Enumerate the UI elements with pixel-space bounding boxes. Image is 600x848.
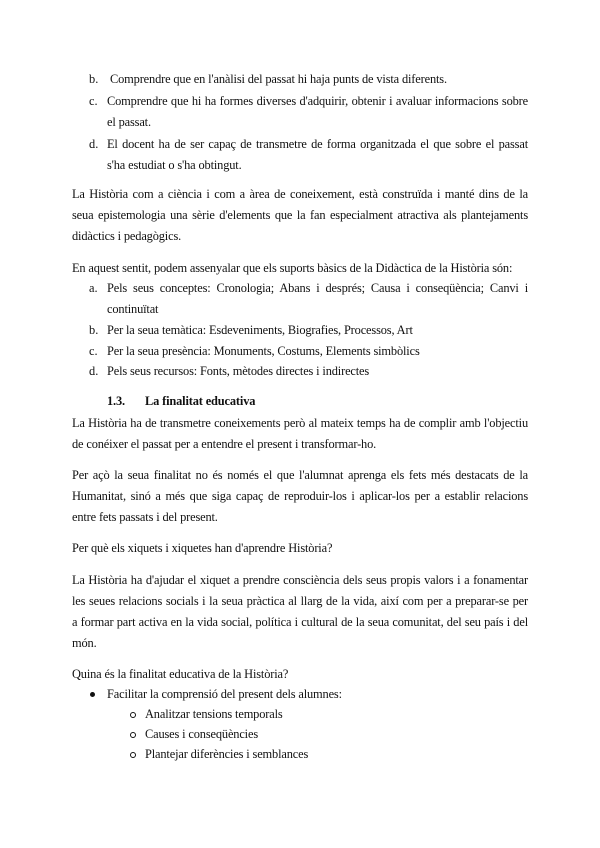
sub-bullet-text-3: Plantejar diferències i semblances bbox=[145, 747, 309, 761]
paragraph-3-line-1: La Història ha de transmetre coneixements però al mateix temps ha de complir amb l'objectiu bbox=[72, 416, 528, 430]
paragraph-6-line-2: les seues relacions socials i la seua pràctica al llarg de la vida, així com per a preparar-se per bbox=[72, 594, 528, 608]
paragraph-4-line-2: Humanitat, sinó a més que siga capaç de reproduir-los i aplicar-los per a establir relacions bbox=[72, 489, 528, 503]
section-number: 1.3. bbox=[107, 394, 125, 408]
support-marker-c: c. bbox=[89, 344, 98, 358]
paragraph-1-line-2: seua epistemologia una sèrie d'elements que la fan especialment atractiva als plantejaments bbox=[72, 208, 528, 222]
support-marker-a: a. bbox=[89, 281, 98, 295]
sub-bullet-circle-icon bbox=[130, 712, 136, 718]
list-marker-d: d. bbox=[89, 137, 99, 151]
support-marker-b: b. bbox=[89, 323, 99, 337]
sub-bullet-circle-icon bbox=[130, 752, 136, 758]
sub-bullet-text-2: Causes i conseqüències bbox=[145, 727, 259, 741]
support-item-c: Per la seua presència: Monuments, Costums, Elements simbòlics bbox=[107, 344, 420, 358]
support-item-b: Per la seua temàtica: Esdeveniments, Biografies, Processos, Art bbox=[107, 323, 413, 337]
paragraph-6-line-1: La Història ha d'ajudar el xiquet a prendre consciència dels seus propis valors i a fonamentar bbox=[72, 573, 528, 587]
sub-bullet-circle-icon bbox=[130, 732, 136, 738]
bullet-main-text: Facilitar la comprensió del present dels alumnes: bbox=[107, 687, 342, 701]
paragraph-7: Quina és la finalitat educativa de la Història? bbox=[72, 667, 289, 681]
list-item-b-line-1: Comprendre que en l'anàlisi del passat hi haja punts de vista diferents. bbox=[110, 72, 447, 86]
list-item-c-line-2: el passat. bbox=[107, 115, 151, 129]
section-title: La finalitat educativa bbox=[145, 394, 256, 408]
paragraph-2: En aquest sentit, podem assenyalar que els suports bàsics de la Didàctica de la Història són: bbox=[72, 261, 513, 275]
list-item-d-line-1: El docent ha de ser capaç de transmetre de forma organitzada el que sobre el passat bbox=[107, 137, 528, 151]
list-item-c-line-1: Comprendre que hi ha formes diverses d'adquirir, obtenir i avaluar informacions sobre bbox=[107, 94, 528, 108]
support-item-a-line-2: continuïtat bbox=[107, 302, 159, 316]
sub-bullet-text-1: Analitzar tensions temporals bbox=[145, 707, 283, 721]
list-marker-c: c. bbox=[89, 94, 98, 108]
support-item-d: Pels seus recursos: Fonts, mètodes directes i indirectes bbox=[107, 364, 370, 378]
support-marker-d: d. bbox=[89, 364, 99, 378]
support-item-a-line-1: Pels seus conceptes: Cronologia; Abans i després; Causa i conseqüència; Canvi i bbox=[107, 281, 528, 295]
paragraph-3-line-2: de conéixer el passat per a entendre el present i transformar-ho. bbox=[72, 437, 377, 451]
paragraph-6-line-3: a formar part activa en la vida social, política i cultural de la seua comunitat, del seu país i del bbox=[72, 615, 528, 629]
paragraph-1-line-3: didàctics i pedagògics. bbox=[72, 229, 182, 243]
list-marker-b: b. bbox=[89, 72, 99, 86]
list-item-d-line-2: s'ha estudiat o s'ha obtingut. bbox=[107, 158, 242, 172]
paragraph-6-line-4: món. bbox=[72, 636, 97, 650]
bullet-dot-icon bbox=[90, 692, 95, 697]
paragraph-4-line-3: entre fets passats i del present. bbox=[72, 510, 218, 524]
paragraph-4-line-1: Per açò la seua finalitat no és només el que l'alumnat aprenga els fets més destacats de la bbox=[72, 468, 528, 482]
paragraph-1-line-1: La Història com a ciència i com a àrea de coneixement, està construïda i manté dins de la bbox=[72, 187, 528, 201]
paragraph-5: Per què els xiquets i xiquetes han d'aprendre Història? bbox=[72, 541, 333, 555]
